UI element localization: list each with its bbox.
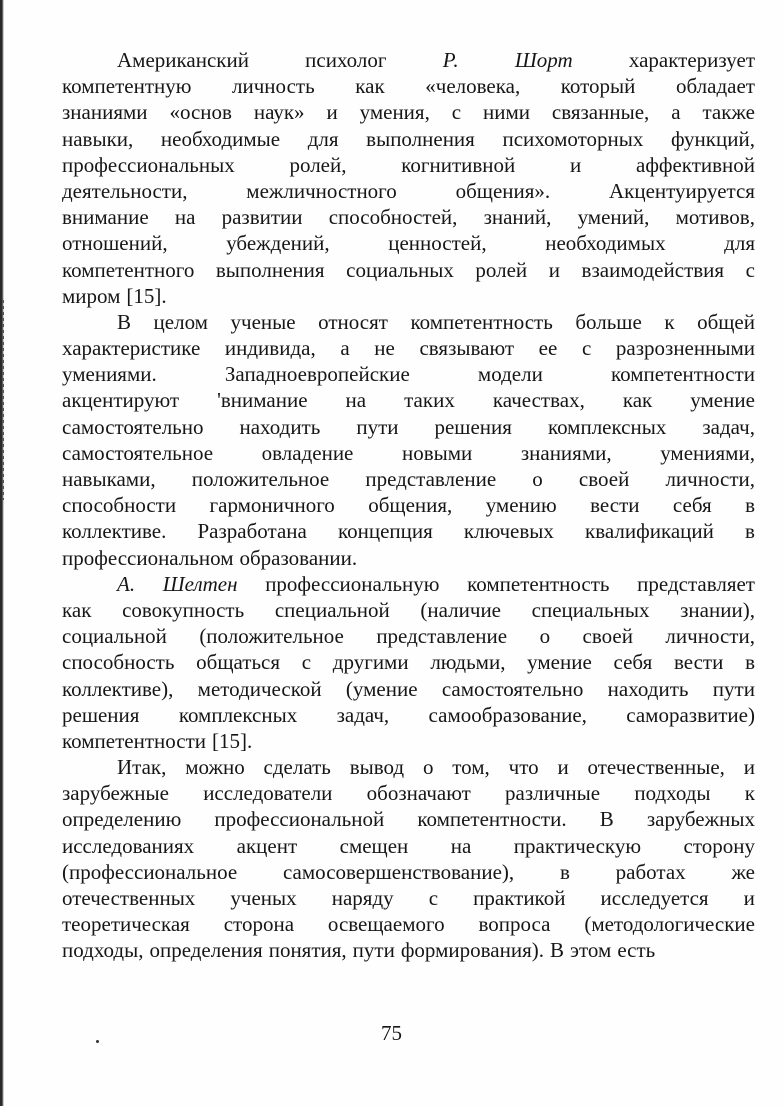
word: и bbox=[570, 152, 582, 177]
text-line bbox=[62, 73, 755, 99]
word: личности, bbox=[665, 624, 755, 649]
text-line bbox=[62, 518, 755, 544]
word: когнитивной bbox=[401, 152, 516, 177]
word: умений, bbox=[577, 205, 650, 230]
word: самостоятельно bbox=[62, 414, 204, 439]
word: «человека, bbox=[425, 74, 521, 99]
word: внимание bbox=[62, 205, 149, 230]
word: разрозненными bbox=[615, 336, 755, 361]
word: и bbox=[548, 257, 560, 282]
word: для bbox=[724, 231, 755, 256]
word: специальных bbox=[531, 597, 650, 622]
word: самосовершенствование), bbox=[282, 859, 515, 884]
word: образовании. bbox=[239, 545, 358, 570]
word: и bbox=[743, 886, 755, 910]
word: умения, bbox=[359, 100, 430, 125]
word: выполнения bbox=[366, 126, 475, 151]
word: 'внимание bbox=[217, 388, 308, 413]
word: своей bbox=[582, 624, 633, 649]
text-line bbox=[62, 571, 755, 597]
word: освещаемого bbox=[327, 912, 445, 937]
word: (наличие bbox=[420, 597, 501, 622]
text-line bbox=[62, 728, 755, 754]
word: акцентируют bbox=[62, 388, 180, 413]
word: людьми, bbox=[430, 650, 506, 675]
word: к bbox=[664, 309, 675, 334]
word: представляет bbox=[637, 571, 755, 596]
word: общения, bbox=[368, 493, 453, 518]
word: наук» bbox=[253, 100, 305, 125]
word: умение bbox=[690, 388, 755, 413]
word: ними bbox=[482, 100, 530, 125]
word: зарубежных bbox=[646, 807, 755, 832]
word: находить bbox=[607, 676, 689, 701]
word: как bbox=[622, 388, 653, 413]
word: в bbox=[745, 493, 755, 518]
word: практикой bbox=[473, 886, 566, 910]
text-line bbox=[62, 152, 755, 178]
word: Р. bbox=[442, 48, 459, 72]
word: положительное bbox=[191, 467, 330, 491]
word: качествах, bbox=[492, 388, 585, 413]
word: и bbox=[326, 100, 338, 125]
word: с bbox=[301, 650, 312, 675]
word: работах bbox=[615, 859, 686, 884]
word: отечественных bbox=[62, 886, 196, 910]
word: отечественные, bbox=[587, 755, 725, 780]
word: мотивов, bbox=[675, 205, 755, 230]
word: этом bbox=[570, 938, 612, 963]
word: себя bbox=[672, 493, 712, 518]
word: же bbox=[731, 859, 755, 884]
word: другими bbox=[332, 650, 409, 675]
word: как bbox=[355, 74, 385, 99]
word: «основ bbox=[169, 100, 232, 125]
text-line bbox=[62, 649, 755, 675]
text-line bbox=[62, 230, 755, 256]
word: навыки, bbox=[62, 126, 134, 151]
word: Итак, bbox=[117, 755, 167, 780]
word: обозначают bbox=[366, 781, 471, 806]
word: ролей bbox=[475, 257, 528, 282]
body-text bbox=[62, 47, 755, 964]
word: подходы bbox=[634, 781, 711, 806]
word: новыми bbox=[401, 440, 473, 465]
word: общения». bbox=[455, 178, 551, 203]
word: вывод bbox=[349, 755, 405, 780]
text-line bbox=[62, 911, 755, 937]
word: ценностей, bbox=[388, 231, 487, 256]
word: определению bbox=[62, 807, 182, 832]
word: на bbox=[174, 205, 196, 230]
word: саморазвитие) bbox=[626, 702, 755, 727]
word: компетентности bbox=[62, 728, 206, 753]
text-line bbox=[62, 47, 755, 73]
word: В bbox=[549, 938, 564, 963]
word: пути bbox=[356, 414, 399, 439]
word: формирования). bbox=[400, 938, 544, 963]
word: Акцентуируется bbox=[608, 178, 755, 203]
word: есть bbox=[617, 938, 656, 963]
word: способность bbox=[62, 650, 175, 675]
word: понятия, bbox=[268, 938, 347, 963]
word: В bbox=[117, 309, 132, 334]
word: Западноевропейские bbox=[224, 362, 410, 387]
word: личности, bbox=[665, 467, 755, 491]
text-line bbox=[62, 806, 755, 832]
word: целом bbox=[153, 309, 208, 334]
word: необходимые bbox=[160, 126, 281, 151]
word: с bbox=[451, 100, 462, 125]
word: своей bbox=[578, 467, 630, 491]
word: с bbox=[581, 336, 592, 361]
text-line bbox=[62, 545, 755, 571]
text-line bbox=[62, 833, 755, 859]
word: Шорт bbox=[514, 48, 573, 72]
word: характеризует bbox=[628, 48, 755, 72]
word: характеристике bbox=[62, 336, 201, 361]
word: межличностного bbox=[246, 178, 397, 203]
word: подходы, bbox=[62, 938, 144, 963]
word: исследователи bbox=[203, 781, 333, 806]
scan-speck bbox=[96, 1040, 99, 1043]
word: совокупность bbox=[122, 597, 245, 622]
text-line bbox=[62, 99, 755, 125]
word: психомоторных bbox=[502, 126, 644, 151]
word: В bbox=[599, 807, 614, 832]
word: знаниями bbox=[62, 100, 148, 125]
word: с bbox=[745, 257, 755, 282]
text-line bbox=[62, 309, 755, 335]
page-number: 75 bbox=[381, 1021, 402, 1045]
word: теоретическая bbox=[62, 912, 190, 937]
text-line bbox=[62, 335, 755, 361]
word: на bbox=[450, 833, 472, 858]
word: ролей, bbox=[289, 152, 347, 177]
scan-binding-edge bbox=[0, 0, 4, 1106]
word: смещен bbox=[339, 833, 409, 858]
word: компетентности. bbox=[417, 807, 567, 832]
word: сторону bbox=[683, 833, 755, 858]
word: не bbox=[374, 336, 395, 361]
text-line bbox=[62, 257, 755, 283]
word: личность bbox=[232, 74, 315, 99]
word: задач, bbox=[702, 414, 755, 439]
word: к bbox=[744, 781, 755, 806]
word: умение bbox=[527, 650, 592, 675]
text-line bbox=[62, 702, 755, 728]
word: в bbox=[745, 650, 755, 675]
text-line bbox=[62, 466, 755, 492]
word: социальной bbox=[62, 624, 167, 649]
word: концепция bbox=[337, 519, 433, 544]
word: овладение bbox=[261, 440, 354, 465]
word: развитии bbox=[221, 205, 303, 230]
word: квалификаций bbox=[585, 519, 714, 544]
word: для bbox=[307, 126, 339, 151]
word: зарубежные bbox=[62, 781, 169, 806]
word: с bbox=[428, 886, 439, 910]
word: пути bbox=[352, 938, 395, 963]
word: наряду bbox=[331, 886, 394, 910]
text-line bbox=[62, 414, 755, 440]
word: необходимых bbox=[545, 231, 666, 256]
word: умениями, bbox=[660, 440, 755, 465]
word: коллективе), bbox=[62, 676, 174, 701]
word: сторона bbox=[223, 912, 295, 937]
word: как bbox=[62, 597, 92, 622]
word: в bbox=[745, 519, 755, 544]
word: можно bbox=[185, 755, 245, 780]
word: модели bbox=[477, 362, 543, 387]
word: ученые bbox=[230, 309, 296, 334]
word: больше bbox=[575, 309, 642, 334]
word: убеждений, bbox=[226, 231, 330, 256]
word: деятельности, bbox=[62, 178, 188, 203]
word: взаимодействия bbox=[581, 257, 725, 282]
text-line bbox=[62, 126, 755, 152]
word: психолог bbox=[305, 48, 387, 72]
word: исследованиях bbox=[62, 833, 195, 858]
word: умениями. bbox=[62, 362, 157, 387]
word: акцент bbox=[236, 833, 298, 858]
word: компетентность bbox=[467, 571, 610, 596]
word: сделать bbox=[263, 755, 331, 780]
word: задач, bbox=[336, 702, 390, 727]
word: относят bbox=[318, 309, 388, 334]
word: коллективе. bbox=[62, 519, 167, 544]
word: навыками, bbox=[62, 467, 156, 491]
word: различные bbox=[505, 781, 601, 806]
word: связывают bbox=[419, 336, 515, 361]
word: ученых bbox=[230, 886, 297, 910]
word: исследуется bbox=[600, 886, 709, 910]
text-line bbox=[62, 937, 755, 963]
word: компетентного bbox=[62, 257, 195, 282]
word: ее bbox=[538, 336, 558, 361]
word: профессиональной bbox=[214, 807, 385, 832]
word: что bbox=[508, 755, 539, 780]
word: способности bbox=[62, 493, 177, 518]
word: связанные, bbox=[551, 100, 650, 125]
word: общей bbox=[697, 309, 755, 334]
word: А. bbox=[117, 571, 136, 596]
word: методической bbox=[197, 676, 322, 701]
word: самообразование, bbox=[428, 702, 587, 727]
text-line bbox=[62, 440, 755, 466]
word: в bbox=[559, 859, 570, 884]
word: способностей, bbox=[328, 205, 458, 230]
text-line bbox=[62, 885, 755, 911]
text-line bbox=[62, 387, 755, 413]
word: а bbox=[671, 100, 681, 125]
text-line bbox=[62, 623, 755, 649]
word: Шелтен bbox=[162, 571, 238, 596]
word: представление bbox=[376, 624, 508, 649]
word: профессиональных bbox=[62, 152, 235, 177]
word: выполнения bbox=[215, 257, 325, 282]
word: на bbox=[345, 388, 367, 413]
word: профессиональную bbox=[265, 571, 440, 596]
word: специальной bbox=[274, 597, 390, 622]
word: социальных bbox=[346, 257, 454, 282]
word: аффективной bbox=[636, 152, 755, 177]
word: знаниями, bbox=[520, 440, 612, 465]
word: практическую bbox=[513, 833, 642, 858]
text-line bbox=[62, 283, 755, 309]
word: (методологические bbox=[584, 912, 755, 937]
word: таких bbox=[404, 388, 455, 413]
word: Разработана bbox=[197, 519, 307, 544]
text-line bbox=[62, 178, 755, 204]
word: общаться bbox=[196, 650, 281, 675]
word: индивида, bbox=[224, 336, 316, 361]
scan-edge-marks bbox=[2, 300, 4, 500]
word: находить bbox=[239, 414, 321, 439]
word: знании), bbox=[680, 597, 755, 622]
word: профессиональном bbox=[62, 545, 234, 570]
word: определения bbox=[149, 938, 263, 963]
word: комплексных bbox=[178, 702, 298, 727]
word: решения bbox=[62, 702, 140, 727]
word: о bbox=[532, 467, 543, 491]
word: о bbox=[422, 755, 434, 780]
word: миром bbox=[62, 283, 121, 308]
word: (положительное bbox=[199, 624, 344, 649]
text-line bbox=[62, 780, 755, 806]
word: умению bbox=[485, 493, 557, 518]
word: комплексных bbox=[547, 414, 667, 439]
word: компетентность bbox=[410, 309, 553, 334]
word: о bbox=[539, 624, 551, 649]
word: и bbox=[743, 755, 755, 780]
text-line bbox=[62, 361, 755, 387]
word: компетентную bbox=[62, 74, 192, 99]
word: гармоничного bbox=[209, 493, 335, 518]
word: а bbox=[340, 336, 350, 361]
word: представление bbox=[365, 467, 497, 491]
word: [15]. bbox=[212, 728, 253, 753]
word: также bbox=[702, 100, 755, 125]
word: вести bbox=[590, 493, 640, 518]
word: который bbox=[560, 74, 636, 99]
word: пути bbox=[712, 676, 755, 701]
text-line bbox=[62, 676, 755, 702]
word: (профессиональное bbox=[62, 859, 238, 884]
word: самостоятельно bbox=[441, 676, 584, 701]
word: и bbox=[557, 755, 569, 780]
word: обладает bbox=[676, 74, 755, 99]
word: [15]. bbox=[126, 283, 167, 308]
word: самостоятельное bbox=[62, 440, 214, 465]
text-line bbox=[62, 597, 755, 623]
word: вести bbox=[673, 650, 724, 675]
word: себя bbox=[613, 650, 653, 675]
word: отношений, bbox=[62, 231, 168, 256]
text-line bbox=[62, 492, 755, 518]
word: знаний, bbox=[483, 205, 552, 230]
text-line bbox=[62, 754, 755, 780]
word: вопроса bbox=[478, 912, 551, 937]
text-line bbox=[62, 859, 755, 885]
text-line bbox=[62, 204, 755, 230]
word: компетентности bbox=[610, 362, 755, 387]
word: Американский bbox=[117, 48, 249, 72]
word: решения bbox=[434, 414, 512, 439]
word: функций, bbox=[670, 126, 755, 151]
word: ключевых bbox=[463, 519, 554, 544]
word: (умение bbox=[345, 676, 418, 701]
word: том, bbox=[452, 755, 490, 780]
